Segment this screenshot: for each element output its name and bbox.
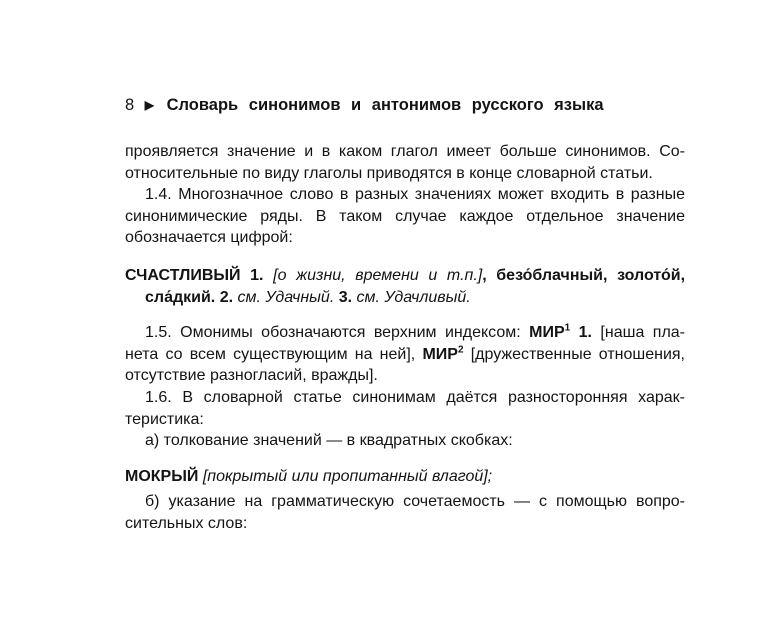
paragraph-1-5 (125, 322, 685, 387)
page-number: 8 (125, 96, 135, 114)
text-line (125, 322, 685, 344)
example-entry-mokry (125, 466, 685, 488)
cross-reference: см. Удачливый. (356, 288, 471, 306)
entry-line (125, 265, 685, 287)
text-line: проявляется значение и в каком глагол имеет больше синонимов. Со- (125, 143, 685, 160)
text-run: [дружественные отношения, (463, 345, 685, 363)
text-line: теристика: (125, 410, 204, 428)
sense-number: 1. (240, 267, 274, 284)
entry-line (125, 287, 685, 309)
cross-reference: см. Удачный. (237, 288, 335, 306)
text-line: обозначается цифрой: (125, 229, 293, 246)
paragraph-1-6 (125, 387, 685, 452)
sense-number: 1. (570, 324, 592, 341)
text-line: 1.6. В словарной статье синонимам даётся разносторонняя харак- (145, 389, 685, 406)
text-run: нета со всем существующим на ней], (125, 345, 423, 363)
text-line: сительных слов: (125, 514, 248, 532)
entry-headword: СЧАСТЛИВЫЙ (125, 267, 241, 284)
running-header (125, 96, 685, 115)
text-line: относительные по виду глаголы приводятся в конце словарной статьи. (125, 164, 653, 182)
text-line (125, 344, 685, 366)
homonym-headword: МИР (529, 324, 565, 341)
paragraph-b (125, 491, 685, 534)
entry-synonyms: , безо́блачный, золото́й, (482, 267, 686, 284)
text-line: отсутствие разногласий, вражды]. (125, 367, 378, 384)
text-run: [наша пла- (591, 324, 686, 341)
entry-headword: МОКРЫЙ (125, 468, 199, 485)
text-line: б) указание на грамматическую сочетаемость — с помощью вопро- (145, 493, 685, 510)
paragraph-continuation (125, 141, 685, 184)
text-line: а) толкование значений — в квадратных скобках: (145, 432, 513, 449)
sense-number: 3. (334, 288, 357, 306)
sense-number: 2. (215, 288, 238, 306)
text-line: 1.4. Многозначное слово в разных значениях может входить в разные (145, 186, 685, 203)
entry-gloss: [о жизни, времени и т.п.] (273, 267, 483, 284)
text-line: синонимические ряды. В таком случае каждое отдельное значение (125, 207, 685, 225)
homonym-index: 2 (457, 344, 464, 356)
entry-gloss: [покрытый или пропитанный влагой]; (198, 468, 493, 485)
paragraph-1-4 (125, 184, 685, 249)
homonym-index: 1 (564, 322, 571, 334)
example-entry-schastlivy (125, 265, 685, 308)
entry-synonyms: сла́дкий. (145, 288, 216, 306)
arrow-icon: ▶ (144, 98, 155, 112)
book-title: Словарь синонимов и антонимов русского языка (166, 96, 604, 114)
homonym-headword: МИР (422, 345, 458, 363)
entry-line (125, 466, 685, 488)
text-run: 1.5. Омонимы обозначаются верхним индексом: (145, 324, 530, 341)
